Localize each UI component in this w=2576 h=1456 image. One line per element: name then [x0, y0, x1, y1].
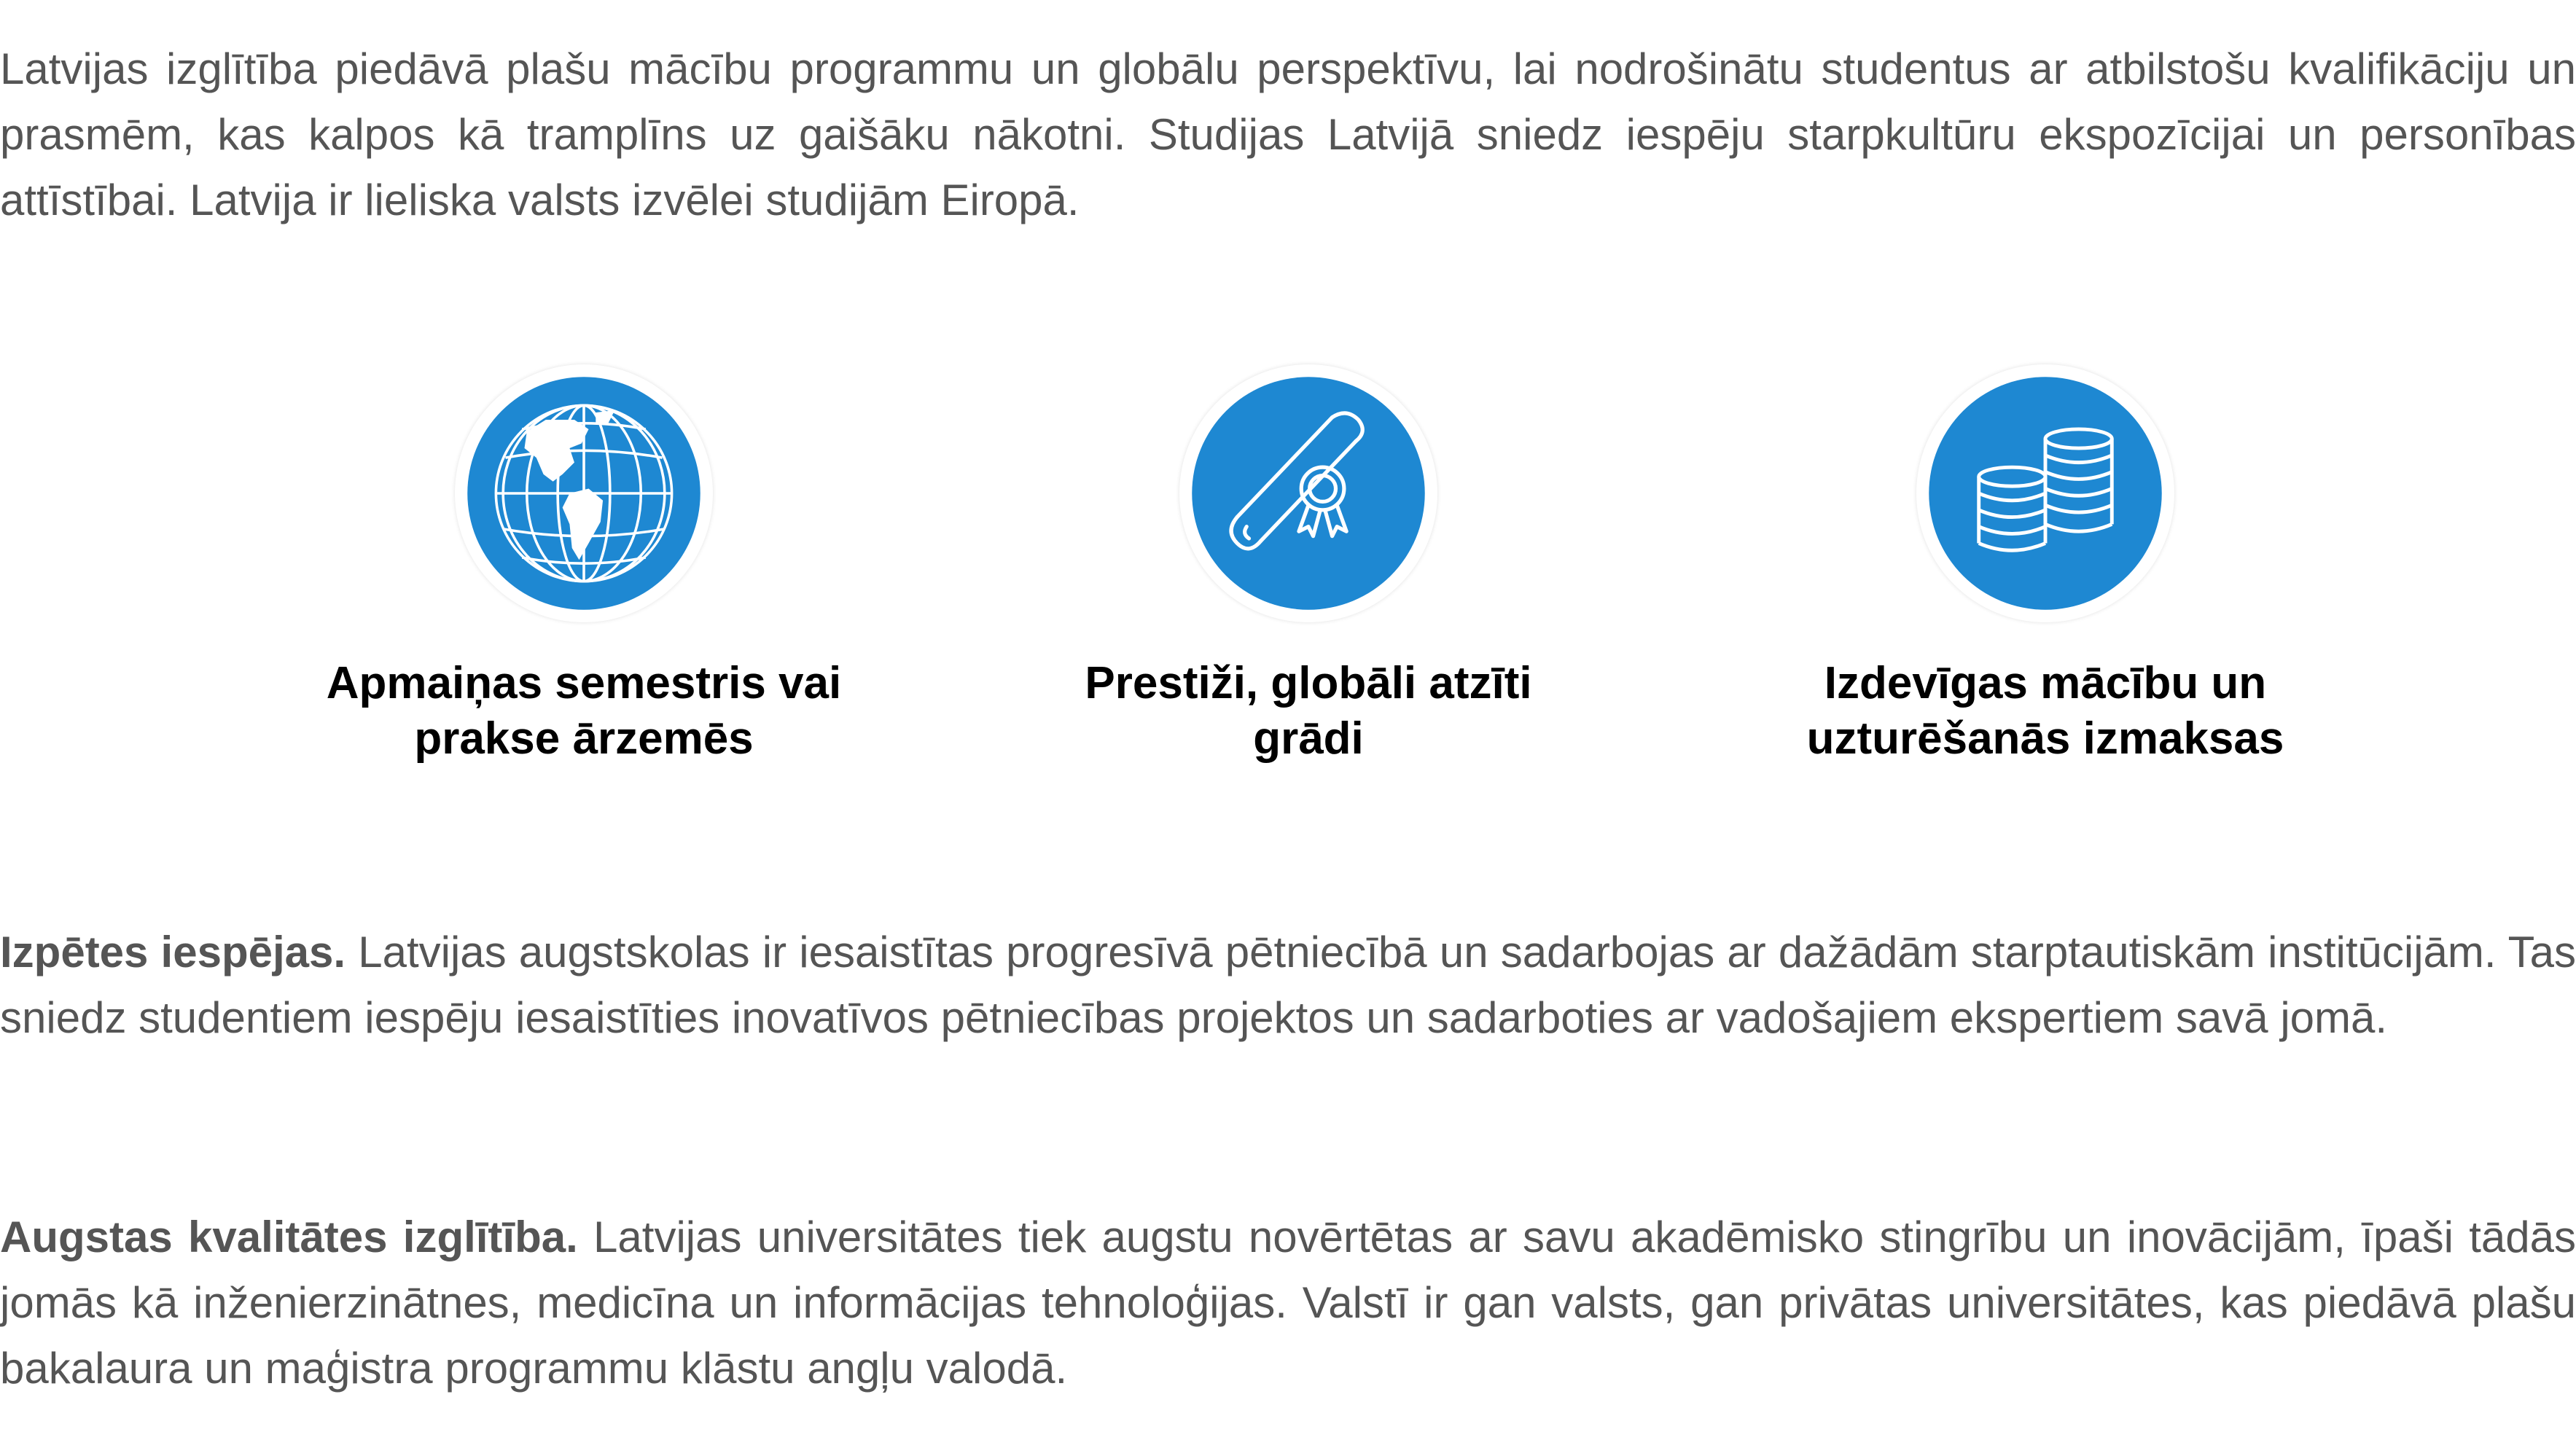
- feature-label-line: Prestiži, globāli atzīti: [1085, 658, 1532, 708]
- coins-icon: [1916, 364, 2174, 622]
- feature-label-line: Apmaiņas semestris vai: [326, 658, 842, 708]
- feature-label: [1717, 656, 2373, 767]
- research-paragraph: [0, 920, 2576, 1051]
- feature-label-line: grādi: [1253, 713, 1364, 764]
- research-heading: Izpētes iespējas.: [0, 928, 346, 976]
- feature-label: [980, 656, 1636, 767]
- research-text: Latvijas augstskolas ir iesaistītas progresīvā pētniecībā un sadarbojas ar dažādām starptautiskām institūcijām. Tas sniedz studentiem iespēju iesaistīties inovatīvos pētniecības projektos un sadarboties ar vadošajiem ekspertiem savā jomā.: [0, 928, 2576, 1042]
- feature-costs: [1717, 364, 2373, 767]
- diploma-icon: [1179, 364, 1437, 622]
- globe-icon: [455, 364, 713, 622]
- quality-text: Latvijas universitātes tiek augstu novērtētas ar savu akadēmisko stingrību un inovācijām, īpaši tādās jomās kā inženierzinātnes, medicīna un informācijas tehnoloģijas. Valstī ir gan valsts, gan privātas universitātes, kas piedāvā plašu bakalaura un maģistra programmu klāstu angļu valodā.: [0, 1213, 2576, 1393]
- feature-label-line: Izdevīgas mācību un: [1824, 658, 2267, 708]
- quality-paragraph: [0, 1205, 2576, 1401]
- feature-label-line: prakse ārzemēs: [414, 713, 754, 764]
- intro-paragraph: Latvijas izglītība piedāvā plašu mācību programmu un globālu perspektīvu, lai nodrošinātu studentus ar atbilstošu kvalifikāciju un prasmēm, kas kalpos kā tramplīns uz gaišāku nākotni. Studijas Latvijā sniedz iespēju starpkultūru ekspozīcijai un personības attīstībai. Latvija ir lieliska valsts izvēlei studijām Eiropā.: [0, 44, 2576, 224]
- feature-label: [256, 656, 912, 767]
- feature-label-line: uzturēšanās izmaksas: [1806, 713, 2284, 764]
- quality-heading: Augstas kvalitātes izglītība.: [0, 1213, 578, 1261]
- feature-degrees: [980, 364, 1636, 767]
- feature-exchange: [256, 364, 912, 767]
